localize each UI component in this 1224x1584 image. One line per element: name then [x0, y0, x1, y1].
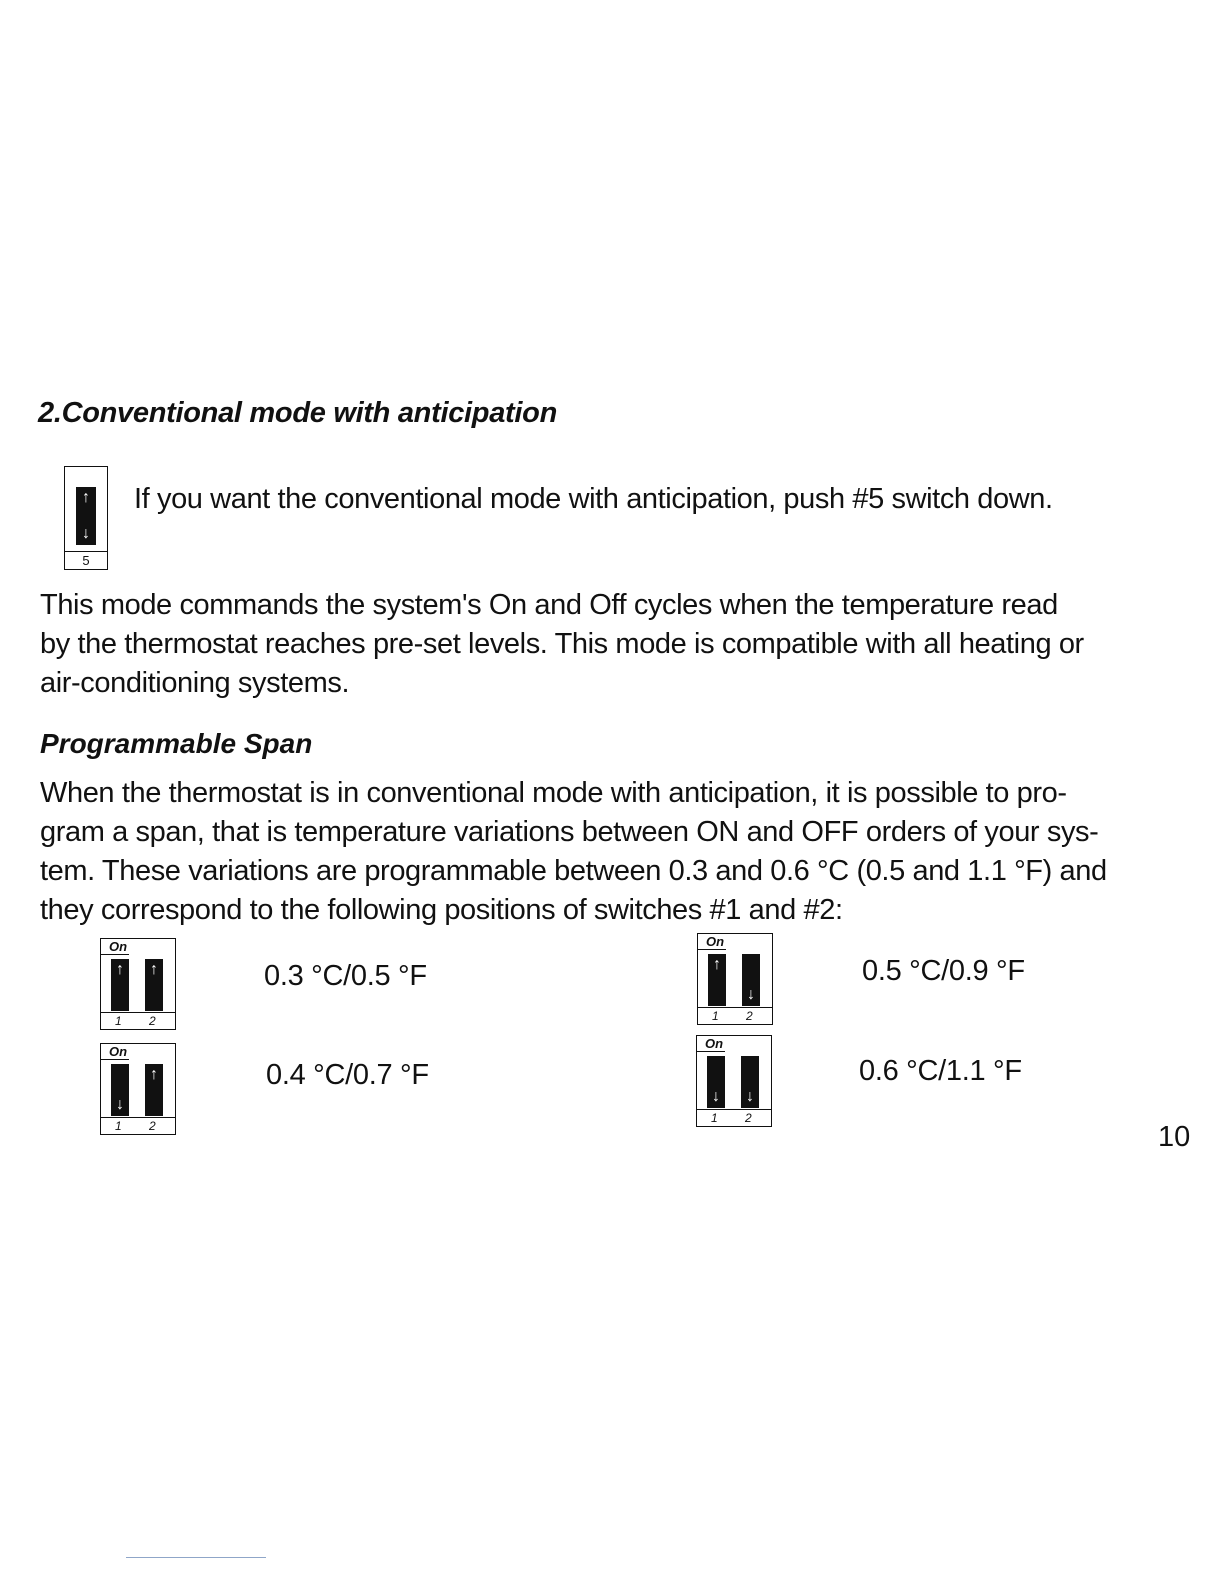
switch-arrow-icon: ↓ — [746, 1088, 754, 1105]
description-line: This mode commands the system's On and Off cycles when the temperature read — [40, 589, 1058, 621]
on-label: On — [706, 934, 725, 949]
switch-numbers — [101, 1117, 175, 1134]
arrow-up-icon: ↑ — [82, 489, 90, 506]
switch-numbers — [697, 1109, 771, 1126]
switch-arrow-icon: ↓ — [712, 1088, 720, 1105]
switch-1-toggle — [111, 1064, 129, 1116]
switch-1-toggle — [707, 1056, 725, 1108]
on-label: On — [705, 1036, 724, 1051]
description-paragraph — [40, 586, 1190, 703]
switch-2-toggle — [145, 1064, 163, 1116]
section-heading: 2.Conventional mode with anticipation — [38, 397, 557, 429]
switch-number-1: 1 — [115, 1014, 122, 1028]
span-switch-diagram — [100, 1043, 176, 1135]
switch-number-2: 2 — [745, 1111, 752, 1125]
switch-5-toggle — [76, 487, 96, 545]
switch-numbers — [101, 1012, 175, 1029]
switch-5-diagram — [64, 466, 108, 570]
switch-arrow-icon: ↑ — [713, 956, 721, 973]
switch-number-label: 5 — [65, 551, 107, 569]
programmable-span-heading: Programmable Span — [40, 728, 313, 759]
arrow-down-icon: ↓ — [82, 525, 90, 542]
page-number: 10 — [1158, 1121, 1191, 1153]
description-line: air-conditioning systems. — [40, 667, 350, 699]
span-value: 0.3 °C/0.5 °F — [264, 960, 427, 992]
divider — [126, 1557, 266, 1558]
description-line: by the thermostat reaches pre-set levels. This mode is compatible with all heating or — [40, 628, 1084, 660]
switch-1-toggle — [708, 954, 726, 1006]
span-switch-diagram — [696, 1035, 772, 1127]
switch-arrow-icon: ↓ — [747, 986, 755, 1003]
span-line: When the thermostat is in conventional mode with anticipation, it is possible to pro- — [40, 777, 1067, 809]
on-label: On — [109, 1044, 128, 1059]
span-line: gram a span, that is temperature variations between ON and OFF orders of your sys- — [40, 816, 1099, 848]
span-switch-diagram — [100, 938, 176, 1030]
switch-2-toggle — [741, 1056, 759, 1108]
switch-arrow-icon: ↑ — [150, 1066, 158, 1083]
switch-2-toggle — [145, 959, 163, 1011]
span-switch-diagram — [697, 933, 773, 1025]
span-value: 0.5 °C/0.9 °F — [862, 955, 1025, 987]
switch-number-1: 1 — [115, 1119, 122, 1133]
span-line: they correspond to the following positions of switches #1 and #2: — [40, 894, 843, 926]
switch-1-toggle — [111, 959, 129, 1011]
switch-arrow-icon: ↑ — [150, 961, 158, 978]
switch-number-2: 2 — [149, 1119, 156, 1133]
instruction-text: If you want the conventional mode with anticipation, push #5 switch down. — [134, 483, 1053, 515]
switch-numbers — [698, 1007, 772, 1024]
span-paragraph — [40, 774, 1195, 930]
span-value: 0.6 °C/1.1 °F — [859, 1055, 1022, 1087]
switch-number-2: 2 — [746, 1009, 753, 1023]
switch-2-toggle — [742, 954, 760, 1006]
switch-number-1: 1 — [712, 1009, 719, 1023]
switch-arrow-icon: ↓ — [116, 1096, 124, 1113]
on-label: On — [109, 939, 128, 954]
span-value: 0.4 °C/0.7 °F — [266, 1059, 429, 1091]
switch-arrow-icon: ↑ — [116, 961, 124, 978]
switch-number-2: 2 — [149, 1014, 156, 1028]
span-line: tem. These variations are programmable between 0.3 and 0.6 °C (0.5 and 1.1 °F) and — [40, 855, 1107, 887]
switch-number-1: 1 — [711, 1111, 718, 1125]
